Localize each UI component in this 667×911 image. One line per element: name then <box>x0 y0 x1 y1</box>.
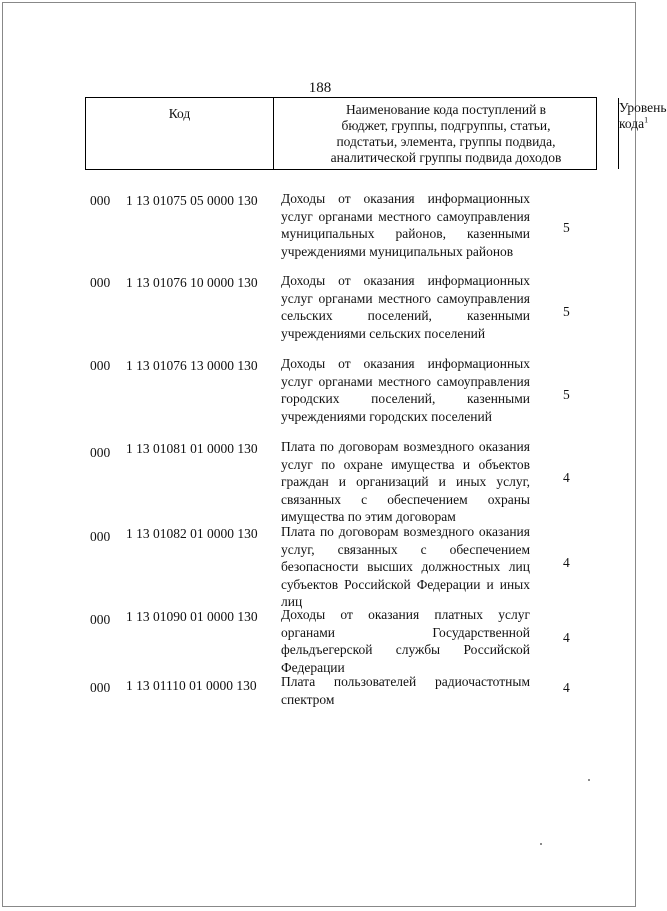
row-level: 5 <box>563 387 570 402</box>
row-level: 4 <box>563 555 570 570</box>
header-level-word: кода <box>619 116 645 131</box>
table-row <box>0 673 640 713</box>
header-name-line: подстатьи, элемента, группы подвида, <box>336 134 556 149</box>
row-code: 1 13 01082 01 0000 130 <box>126 526 258 541</box>
table-row <box>0 523 640 607</box>
row-level: 4 <box>563 680 570 695</box>
scan-speck <box>540 843 542 845</box>
header-name <box>274 98 619 169</box>
row-code: 1 13 01110 01 0000 130 <box>126 678 257 693</box>
table-row <box>0 190 640 268</box>
footnote-mark: 1 <box>644 115 649 125</box>
header-code: Код <box>86 98 274 169</box>
row-level: 4 <box>563 470 570 485</box>
row-prefix: 000 <box>90 275 111 290</box>
row-description: Доходы от оказания информационных услуг органами местного самоуправления сельских поселений, казенными учреждениями сельских поселений <box>281 273 530 341</box>
row-level: 5 <box>563 304 570 319</box>
table-row <box>0 272 640 350</box>
row-description: Доходы от оказания платных услуг органами Государственной фельдъегерской службы Российской Федерации <box>281 607 530 675</box>
page-number: 188 <box>308 80 332 96</box>
row-description: Доходы от оказания информационных услуг органами местного самоуправления муниципальных районов, казенными учреждениями муниципальных районов <box>281 191 530 259</box>
table-row <box>0 606 640 674</box>
scan-speck <box>588 779 590 781</box>
table-row <box>0 438 640 524</box>
table-row <box>0 355 640 433</box>
row-prefix: 000 <box>90 445 111 460</box>
header-name-line: аналитической группы подвида доходов <box>330 150 562 165</box>
row-description: Плата пользователей радиочастотным спектром <box>281 674 530 707</box>
row-description: Плата по договорам возмездного оказания услуг, связанных с обеспечением безопасности высших должностных лиц субъектов Российской Федерации и иных лиц <box>281 524 530 609</box>
row-prefix: 000 <box>90 358 111 373</box>
row-code: 1 13 01076 10 0000 130 <box>126 275 258 290</box>
header-name-line: Наименование кода поступлений в <box>345 102 547 117</box>
row-level: 5 <box>563 220 570 235</box>
row-code: 1 13 01076 13 0000 130 <box>126 358 258 373</box>
row-code: 1 13 01081 01 0000 130 <box>126 441 258 456</box>
header-name-line: бюджет, группы, подгруппы, статьи, <box>341 118 551 133</box>
row-code: 1 13 01075 05 0000 130 <box>126 193 258 208</box>
row-prefix: 000 <box>90 529 111 544</box>
row-level: 4 <box>563 630 570 645</box>
row-prefix: 000 <box>90 193 111 208</box>
row-description: Плата по договорам возмездного оказания услуг по охране имущества и объектов граждан и организаций и иных услуг, связанных с обеспечением охраны имущества по этим договорам <box>281 439 530 524</box>
row-prefix: 000 <box>90 680 111 695</box>
row-prefix: 000 <box>90 612 111 627</box>
row-description: Доходы от оказания информационных услуг органами местного самоуправления городских поселений, казенными учреждениями городских поселений <box>281 356 530 424</box>
row-code: 1 13 01090 01 0000 130 <box>126 609 258 624</box>
table-header: Код Наименование кода поступлений в бюджет, группы, подгруппы, статьи, подстатьи, элемента, группы подвида, аналитической группы подвида доходов Уровень кода$^1$ <box>85 97 597 170</box>
